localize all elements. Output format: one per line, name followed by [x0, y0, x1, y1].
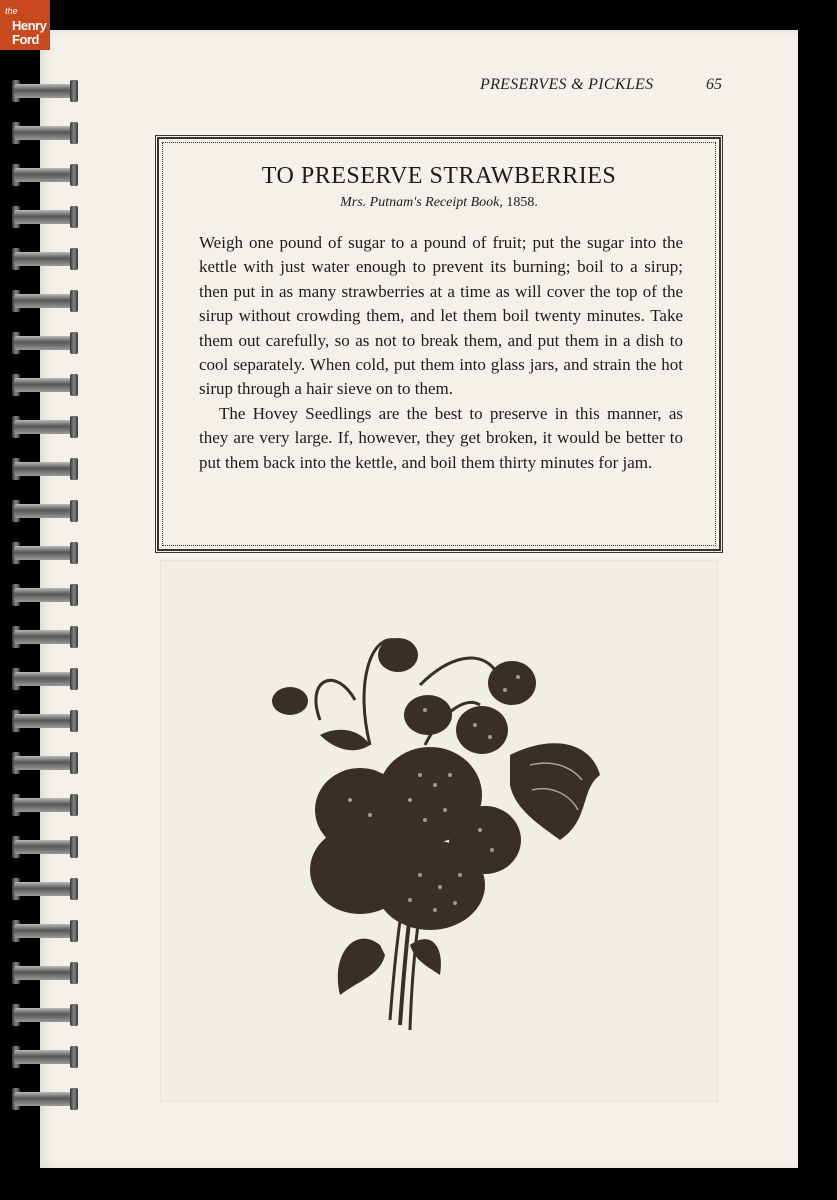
binding-ring — [12, 374, 78, 394]
binding-ring — [12, 878, 78, 898]
recipe-paragraph-1: Weigh one pound of sugar to a pound of fruit; put the sugar into the kettle with just water enough to prevent its burning; boil to a sirup; then put in as many strawberries at a time as will cover the top of the sirup without crowding them, and let them boil twenty minutes. Take them out carefully, so as not to break them, and put them in a dish to cool separately. When cold, put them into glass jars, and strain the hot sirup through a hair sieve on to them. — [199, 233, 683, 399]
binding-ring — [12, 80, 78, 100]
binding-ring — [12, 206, 78, 226]
page-number: 65 — [706, 76, 722, 93]
recipe-paragraph-2: The Hovey Seedlings are the best to preserve in this manner, as they are very large. If, however, they get broken, it would be better to put them back into the kettle, and boil them thirty minutes for jam. — [199, 403, 683, 472]
logo-ford: Ford — [12, 32, 39, 47]
binding-ring — [12, 626, 78, 646]
binding-ring — [12, 290, 78, 310]
binding-ring — [12, 920, 78, 940]
binding-ring — [12, 164, 78, 184]
binding-ring — [12, 752, 78, 772]
logo-the: the — [5, 6, 18, 16]
source-book: Mrs. Putnam's Receipt Book, — [340, 195, 503, 210]
henry-ford-logo — [0, 0, 50, 50]
spiral-binding — [0, 80, 85, 1140]
binding-ring — [12, 458, 78, 478]
binding-ring — [12, 332, 78, 352]
running-head: PRESERVES & PICKLES — [480, 76, 654, 93]
binding-ring — [12, 668, 78, 688]
recipe-frame — [157, 137, 721, 551]
binding-ring — [12, 1088, 78, 1108]
recipe-body — [199, 231, 683, 475]
binding-ring — [12, 542, 78, 562]
binding-ring — [12, 122, 78, 142]
source-year: 1858. — [502, 195, 538, 210]
strawberry-plant-illustration — [260, 625, 620, 1045]
binding-ring — [12, 710, 78, 730]
binding-ring — [12, 1004, 78, 1024]
binding-ring — [12, 1046, 78, 1066]
binding-ring — [12, 962, 78, 982]
binding-ring — [12, 794, 78, 814]
binding-ring — [12, 248, 78, 268]
binding-ring — [12, 836, 78, 856]
binding-ring — [12, 584, 78, 604]
recipe-source — [159, 195, 719, 211]
recipe-title: TO PRESERVE STRAWBERRIES — [261, 163, 617, 189]
binding-ring — [12, 500, 78, 520]
binding-ring — [12, 416, 78, 436]
logo-henry: Henry — [12, 18, 47, 33]
